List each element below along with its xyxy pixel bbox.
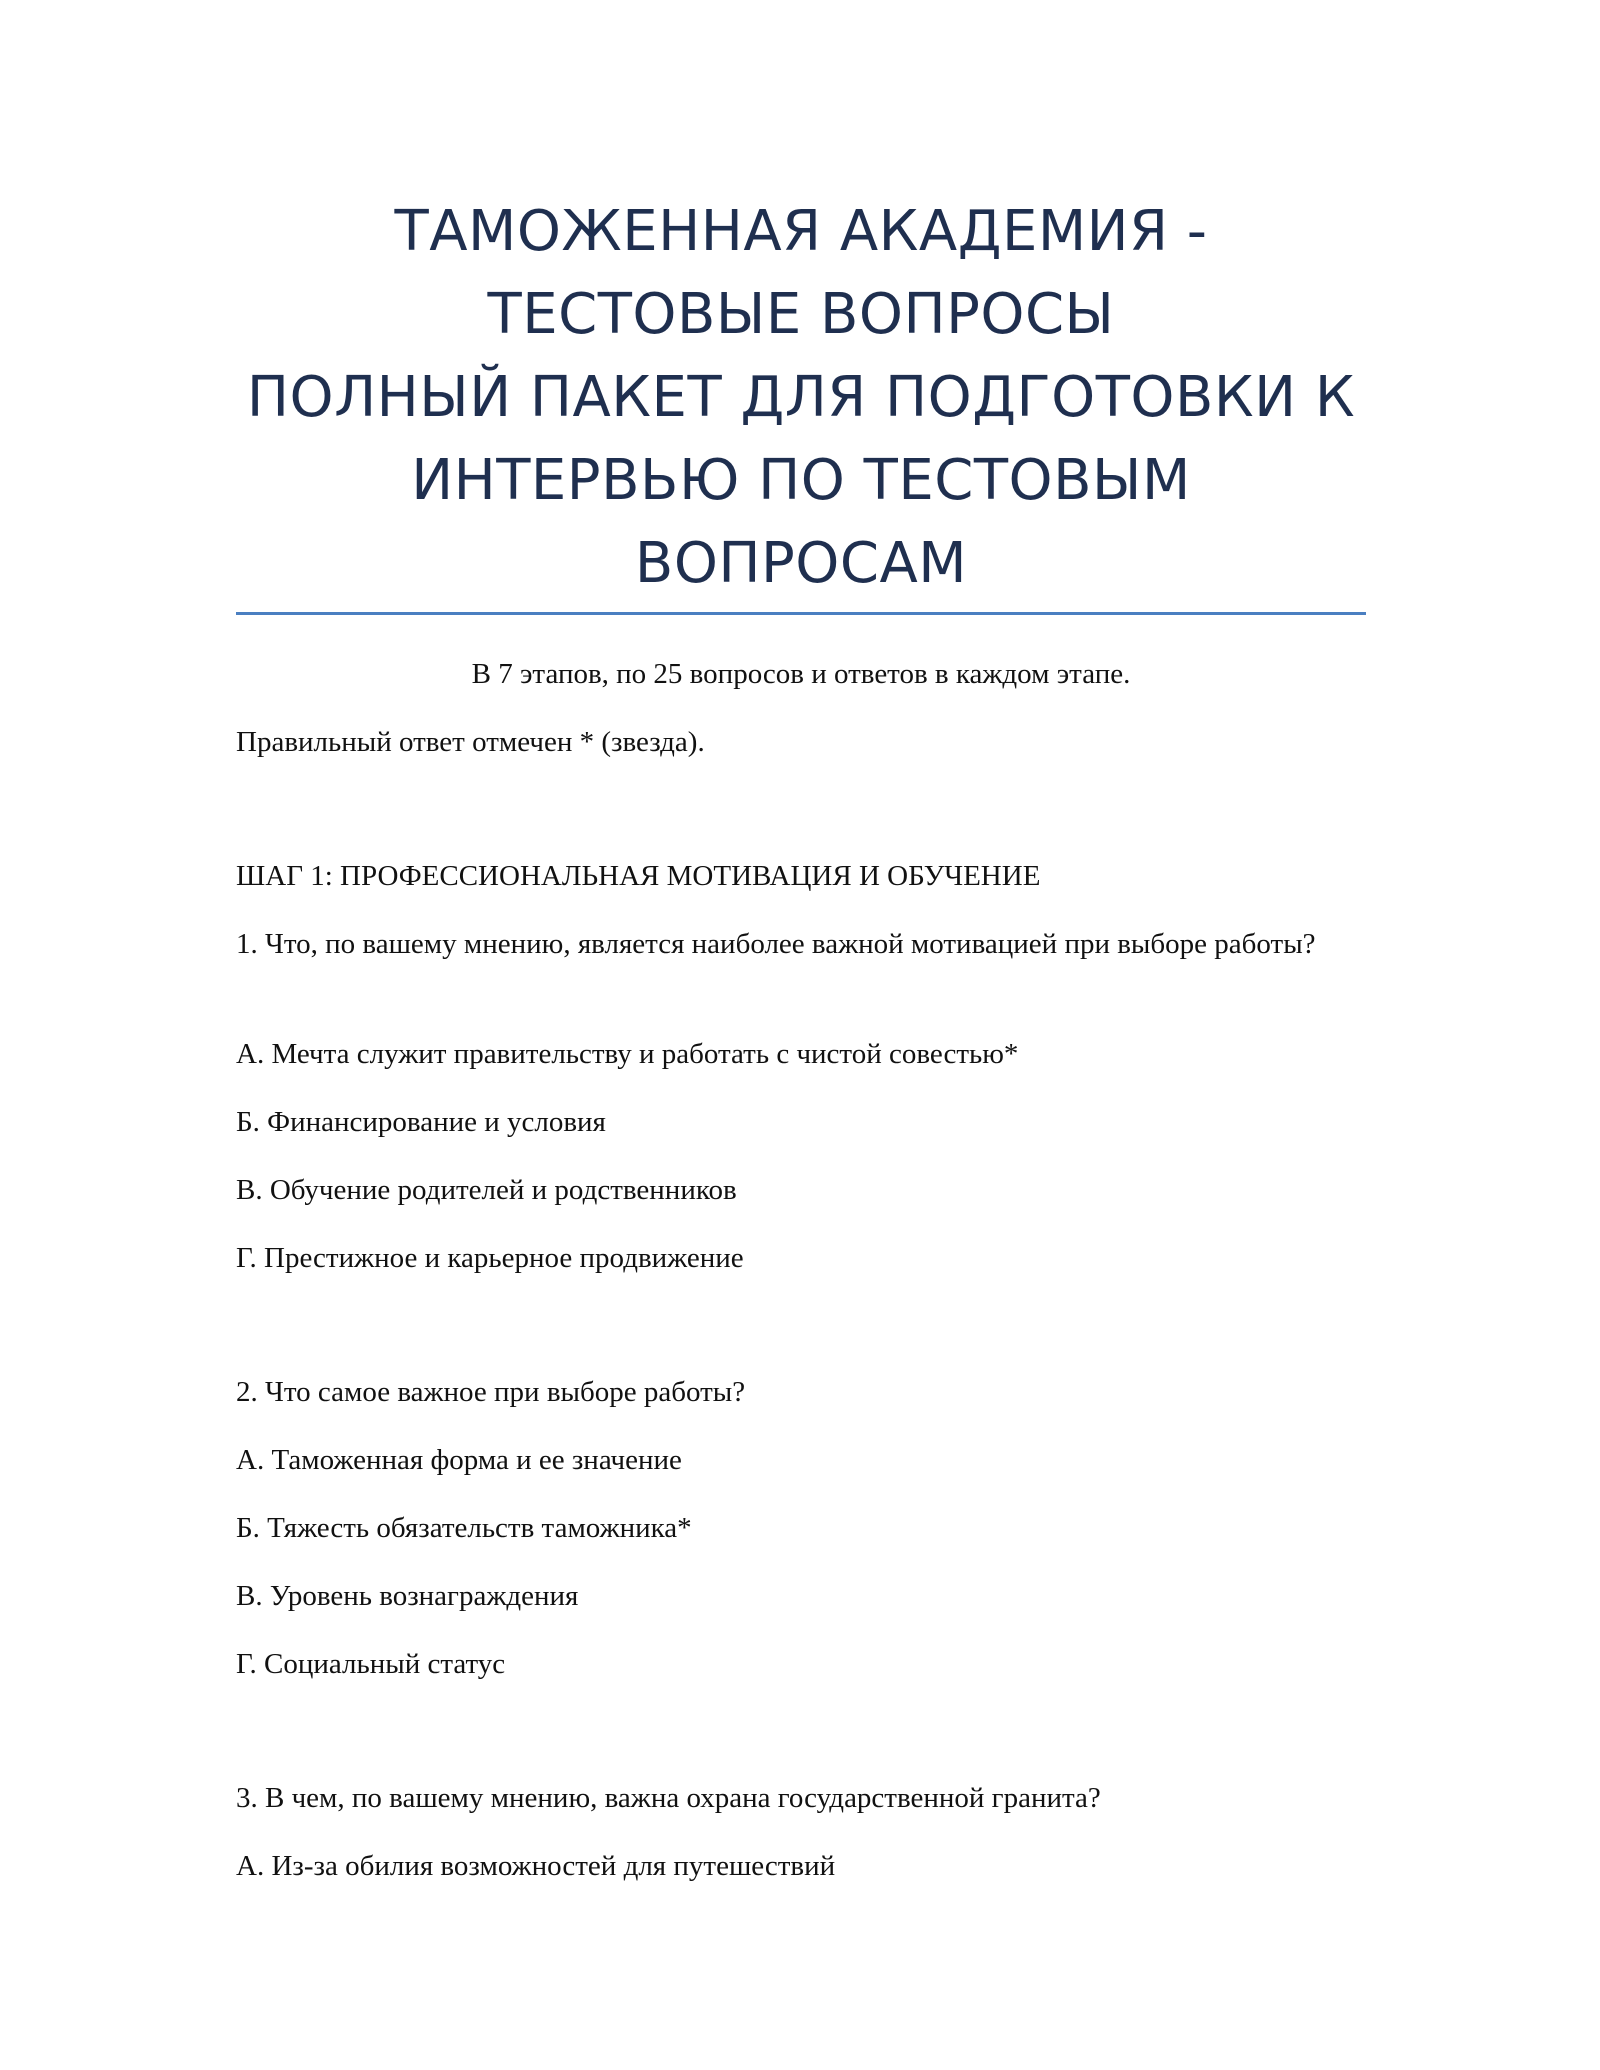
answer-option: А. Таможенная форма и ее значение [236,1444,682,1476]
title-line: ВОПРОСАМ [634,531,968,596]
answer-option: Б. Тяжесть обязательств таможника* [236,1512,692,1544]
title-line: ТЕСТОВЫЕ ВОПРОСЫ [487,282,1115,347]
title-line: ТАМОЖЕННАЯ АКАДЕМИЯ - [394,199,1208,264]
title-line: ИНТЕРВЬЮ ПО ТЕСТОВЫМ [411,448,1191,513]
title-line: ПОЛНЫЙ ПАКЕТ ДЛЯ ПОДГОТОВКИ К [246,365,1356,430]
answer-note: Правильный ответ отмечен * (звезда). [236,726,705,758]
answer-option: В. Обучение родителей и родственников [236,1174,737,1206]
document-title [236,190,1366,605]
stages-note: В 7 этапов, по 25 вопросов и ответов в каждом этапе. [471,658,1131,690]
answer-option: Г. Престижное и карьерное продвижение [236,1242,744,1274]
answer-option: Г. Социальный статус [236,1648,506,1680]
question-text: 3. В чем, по вашему мнению, важна охрана государственной гранита? [236,1782,1101,1814]
step-heading: ШАГ 1: ПРОФЕССИОНАЛЬНАЯ МОТИВАЦИЯ И ОБУЧЕНИЕ [236,860,1041,892]
title-divider [236,612,1366,615]
answer-option: А. Мечта служит правительству и работать с чистой совестью* [236,1038,1019,1070]
answer-option: Б. Финансирование и условия [236,1106,606,1138]
answer-option: А. Из-за обилия возможностей для путешествий [236,1850,836,1882]
question-text: 2. Что самое важное при выборе работы? [236,1376,746,1408]
question-text: 1. Что, по вашему мнению, является наиболее важной мотивацией при выборе работы? [236,928,1316,960]
answer-option: В. Уровень вознаграждения [236,1580,579,1612]
